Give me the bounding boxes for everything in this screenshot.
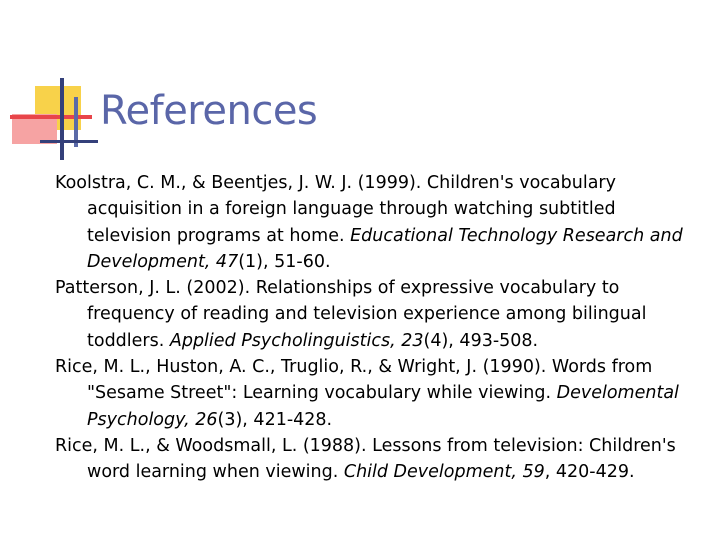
reference-issue: , 420-429. [544,462,635,483]
slide-logo-decoration [0,0,100,170]
reference-issue: (3), 421-428. [217,409,333,430]
reference-source: Applied Psycholinguistics, 23 [169,330,424,351]
red-line-decoration [10,115,92,119]
reference-text: Rice, M. L., & Woodsmall, L. (1988). Lessons from television: Children's word learning when viewing. [55,435,676,483]
reference-item [55,433,705,486]
reference-source: Develomental Psychology, 26 [87,383,679,430]
reference-item [55,275,705,354]
reference-source: Child Development, 59 [343,462,545,483]
reference-item [55,170,705,275]
reference-issue: (4), 493-508. [423,330,539,351]
reference-text: Patterson, J. L. (2002). Relationships of expressive vocabulary to frequency of reading and television experience among bilingual toddlers. [55,278,647,351]
blue-underline-decoration [40,140,98,143]
reference-list [55,170,705,486]
reference-source: Educational Technology Research and Development, 47 [87,225,683,272]
reference-item [55,354,705,433]
reference-issue: (1), 51-60. [238,251,331,272]
blue-line-decoration [60,78,64,160]
reference-text: Rice, M. L., Huston, A. C., Truglio, R., & Wright, J. (1990). Words from "Sesame Street": Learning vocabulary while viewing. [55,357,653,404]
slide-title: References [100,88,318,134]
reference-text: Koolstra, C. M., & Beentjes, J. W. J. (1999). Children's vocabulary acquisition in a foreign language through watching subtitled television programs at home. [55,173,616,246]
